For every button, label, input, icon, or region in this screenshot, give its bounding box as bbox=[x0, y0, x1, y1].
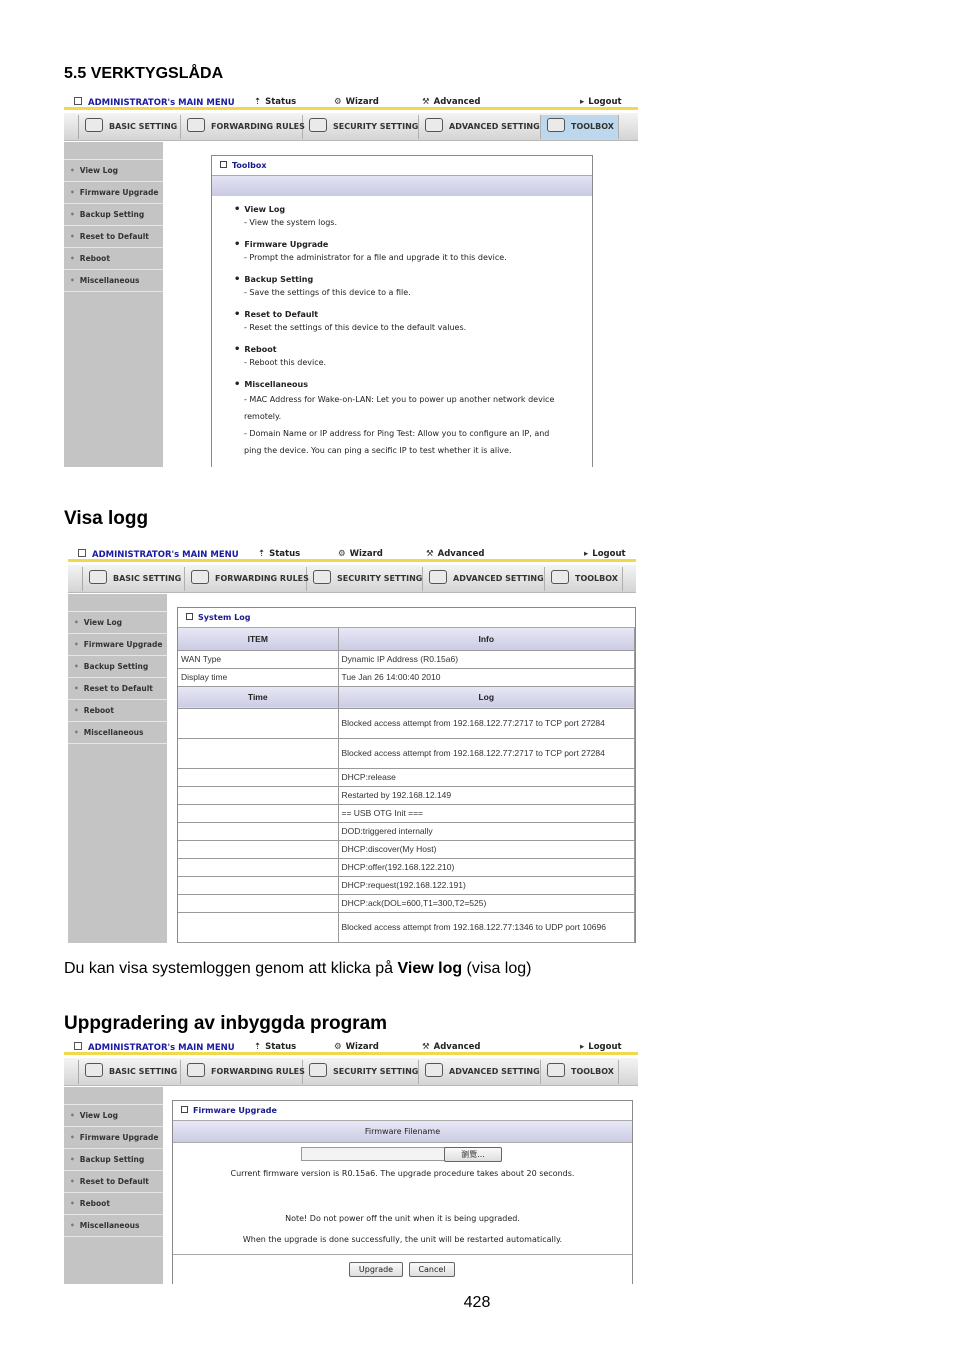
log-time-cell bbox=[178, 840, 338, 858]
bullet-icon: • bbox=[70, 254, 75, 263]
sidebar-spacer bbox=[68, 594, 167, 612]
column-header: Time bbox=[178, 686, 338, 708]
bullet-icon: • bbox=[70, 276, 75, 285]
log-row bbox=[178, 894, 635, 912]
page-number: 428 bbox=[463, 1294, 491, 1311]
tab-toolbox[interactable] bbox=[545, 567, 623, 591]
log-time-cell bbox=[178, 804, 338, 822]
bullet-icon: • bbox=[74, 640, 79, 649]
sidebar-item-label: Reboot bbox=[79, 254, 110, 263]
log-time-cell bbox=[178, 768, 338, 786]
advanced-link[interactable] bbox=[422, 1042, 481, 1052]
sidebar-item-reset-to-default[interactable] bbox=[64, 226, 163, 248]
sidebar-item-view-log[interactable] bbox=[64, 1105, 163, 1127]
tab-label: FORWARDING RULES bbox=[211, 122, 305, 131]
log-row bbox=[178, 840, 635, 858]
basic-setting-icon bbox=[85, 1063, 103, 1077]
sidebar bbox=[64, 142, 163, 467]
toolbox-item-name: • Backup Setting bbox=[234, 273, 592, 286]
advanced-setting-icon bbox=[429, 570, 447, 584]
tab-label: BASIC SETTING bbox=[113, 574, 182, 583]
log-row bbox=[178, 912, 635, 942]
column-header: ITEM bbox=[178, 628, 338, 650]
tab-label: SECURITY SETTING bbox=[333, 1067, 419, 1076]
basic-setting-icon bbox=[85, 118, 103, 132]
tab-security-setting[interactable] bbox=[307, 567, 423, 591]
tab-forwarding-rules[interactable] bbox=[181, 115, 303, 139]
sidebar-item-label: Firmware Upgrade bbox=[79, 1133, 159, 1142]
upgrade-button[interactable]: Upgrade bbox=[349, 1262, 403, 1277]
tab-label: ADVANCED SETTING bbox=[449, 1067, 540, 1076]
sidebar-item-label: Backup Setting bbox=[83, 662, 149, 671]
sidebar-item-label: Reset to Default bbox=[79, 232, 149, 241]
firmware-upgrade-screenshot bbox=[64, 1041, 638, 1284]
view-log-heading: Visa logg bbox=[64, 508, 149, 529]
table-cell: Tue Jan 26 14:00:40 2010 bbox=[338, 668, 635, 686]
toolbox-item-desc: - MAC Address for Wake-on-LAN: Let you to power up another network device remotely. bbox=[244, 395, 555, 421]
wizard-icon: ⚙ bbox=[334, 1042, 342, 1052]
bullet-icon: • bbox=[74, 728, 79, 737]
toolbox-icon bbox=[547, 1063, 565, 1077]
log-entry-cell: Blocked access attempt from 192.168.122.77:2717 to TCP port 27284 bbox=[338, 708, 635, 738]
sidebar-item-reboot[interactable] bbox=[68, 700, 167, 722]
security-setting-icon bbox=[313, 570, 331, 584]
sidebar-item-label: Backup Setting bbox=[79, 1155, 145, 1164]
bullet-icon: • bbox=[74, 706, 79, 715]
logout-arrow-icon: ▸ bbox=[580, 1042, 585, 1052]
advanced-link[interactable] bbox=[426, 549, 485, 559]
status-label: Status bbox=[265, 1042, 297, 1052]
sidebar-item-label: Reset to Default bbox=[79, 1177, 149, 1186]
firmware-restart-text: When the upgrade is done successfully, the unit will be restarted automatically. bbox=[242, 1235, 563, 1244]
advanced-icon: ⚒ bbox=[422, 1042, 430, 1052]
log-time-cell bbox=[178, 822, 338, 840]
bullet-icon: • bbox=[70, 1177, 75, 1186]
status-icon: ⇡ bbox=[254, 1042, 262, 1052]
log-entry-cell: == USB OTG Init === bbox=[338, 804, 635, 822]
log-entry-cell: DHCP:ack(DOL=600,T1=300,T2=525) bbox=[338, 894, 635, 912]
tab-label: SECURITY SETTING bbox=[337, 574, 423, 583]
tab-advanced-setting[interactable] bbox=[419, 115, 541, 139]
wizard-icon: ⚙ bbox=[338, 549, 346, 559]
log-time-cell bbox=[178, 738, 338, 768]
status-icon: ⇡ bbox=[258, 549, 266, 559]
sidebar bbox=[64, 1087, 163, 1284]
bullet-icon: • bbox=[70, 1133, 75, 1142]
tab-label: SECURITY SETTING bbox=[333, 122, 419, 131]
log-row bbox=[178, 876, 635, 894]
tab-basic-setting[interactable] bbox=[79, 1060, 181, 1084]
tab-toolbox[interactable] bbox=[541, 115, 619, 139]
firmware-note-text: Note! Do not power off the unit when it is being upgraded. bbox=[285, 1214, 520, 1223]
bullet-icon: • bbox=[70, 1111, 75, 1120]
system-log-table bbox=[178, 628, 635, 943]
status-icon: ⇡ bbox=[254, 97, 262, 107]
sidebar-item-miscellaneous[interactable] bbox=[64, 1215, 163, 1237]
tab-advanced-setting[interactable] bbox=[423, 567, 545, 591]
top-menu-bar bbox=[64, 96, 638, 110]
paragraph-text: Du kan visa systemloggen genom att klicka på bbox=[64, 960, 398, 977]
log-row bbox=[178, 738, 635, 768]
log-time-cell bbox=[178, 912, 338, 942]
sidebar bbox=[68, 594, 167, 943]
log-row bbox=[178, 804, 635, 822]
advanced-icon: ⚒ bbox=[422, 97, 430, 107]
log-entry-cell: DHCP:request(192.168.122.191) bbox=[338, 876, 635, 894]
log-time-cell bbox=[178, 894, 338, 912]
toolbox-item-desc: - Prompt the administrator for a file and upgrade it to this device. bbox=[244, 253, 507, 262]
system-log-screenshot bbox=[68, 548, 636, 943]
sidebar-item-label: Reboot bbox=[83, 706, 114, 715]
logout-link[interactable] bbox=[584, 549, 626, 559]
status-label: Status bbox=[269, 549, 301, 559]
sidebar-item-label: Miscellaneous bbox=[79, 1221, 140, 1230]
toolbox-icon bbox=[547, 118, 565, 132]
logout-link[interactable] bbox=[580, 97, 622, 107]
toolbox-list bbox=[212, 196, 592, 459]
cancel-button[interactable]: Cancel bbox=[409, 1262, 455, 1277]
logout-arrow-icon: ▸ bbox=[584, 549, 589, 559]
log-row bbox=[178, 858, 635, 876]
log-time-cell bbox=[178, 876, 338, 894]
bullet-icon: • bbox=[70, 188, 75, 197]
toolbox-item-name: • Reboot bbox=[234, 343, 592, 356]
sidebar-item-label: Firmware Upgrade bbox=[83, 640, 163, 649]
admin-main-menu-link[interactable]: ADMINISTRATOR's MAIN MENU bbox=[78, 549, 239, 560]
advanced-icon: ⚒ bbox=[426, 549, 434, 559]
firmware-file-input[interactable] bbox=[301, 1147, 459, 1161]
log-entry-cell: DOD:triggered internally bbox=[338, 822, 635, 840]
sidebar-item-backup-setting[interactable] bbox=[68, 656, 167, 678]
tab-bar bbox=[64, 113, 638, 141]
sidebar-spacer bbox=[64, 142, 163, 160]
tab-forwarding-rules[interactable] bbox=[185, 567, 307, 591]
panel-header-band bbox=[212, 176, 592, 196]
sidebar-item-label: Reset to Default bbox=[83, 684, 153, 693]
firmware-upgrade-panel bbox=[172, 1100, 633, 1284]
toolbox-item-name: • View Log bbox=[234, 203, 592, 216]
panel-title: System Log bbox=[178, 608, 635, 628]
panel-title: Firmware Upgrade bbox=[173, 1101, 632, 1121]
tab-label: FORWARDING RULES bbox=[215, 574, 309, 583]
forwarding-rules-icon bbox=[187, 118, 205, 132]
sidebar-item-firmware-upgrade[interactable] bbox=[64, 182, 163, 204]
sidebar-item-firmware-upgrade[interactable] bbox=[64, 1127, 163, 1149]
panel-title: Toolbox bbox=[212, 156, 592, 176]
sidebar-item-view-log[interactable] bbox=[64, 160, 163, 182]
toolbox-item-desc: - View the system logs. bbox=[244, 218, 337, 227]
table-header-row bbox=[178, 628, 635, 650]
bullet-icon: • bbox=[74, 684, 79, 693]
sidebar-item-backup-setting[interactable] bbox=[64, 204, 163, 226]
tab-advanced-setting[interactable] bbox=[419, 1060, 541, 1084]
sidebar-item-miscellaneous[interactable] bbox=[68, 722, 167, 744]
paragraph-text: (visa log) bbox=[462, 960, 532, 977]
toolbox-item-desc: - Domain Name or IP address for Ping Test: Allow you to configure an IP, and ping the device. You can ping a secific IP to test whether it is alive. bbox=[244, 429, 550, 455]
bullet-icon: • bbox=[70, 1221, 75, 1230]
sidebar-item-reboot[interactable] bbox=[64, 248, 163, 270]
tab-label: BASIC SETTING bbox=[109, 1067, 178, 1076]
toolbox-panel bbox=[211, 155, 593, 467]
log-entry-cell: Restarted by 192.168.12.149 bbox=[338, 786, 635, 804]
tab-label: FORWARDING RULES bbox=[211, 1067, 305, 1076]
admin-main-menu-link[interactable]: ADMINISTRATOR's MAIN MENU bbox=[74, 97, 235, 108]
sidebar-item-view-log[interactable] bbox=[68, 612, 167, 634]
table-row bbox=[178, 650, 635, 668]
tab-label: ADVANCED SETTING bbox=[449, 122, 540, 131]
table-header-row bbox=[178, 686, 635, 708]
tab-basic-setting[interactable] bbox=[83, 567, 185, 591]
paragraph-bold-text: View log bbox=[397, 960, 463, 977]
log-time-cell bbox=[178, 708, 338, 738]
toolbox-item-name: • Miscellaneous bbox=[234, 378, 592, 391]
security-setting-icon bbox=[309, 1063, 327, 1077]
advanced-link[interactable] bbox=[422, 97, 481, 107]
basic-setting-icon bbox=[89, 570, 107, 584]
logout-label: Logout bbox=[588, 1042, 622, 1052]
tab-label: TOOLBOX bbox=[571, 122, 614, 131]
advanced-setting-icon bbox=[425, 118, 443, 132]
tab-forwarding-rules[interactable] bbox=[181, 1060, 303, 1084]
forwarding-rules-icon bbox=[191, 570, 209, 584]
status-link[interactable] bbox=[258, 549, 300, 559]
logout-arrow-icon: ▸ bbox=[580, 97, 585, 107]
wizard-link[interactable] bbox=[338, 549, 383, 559]
status-link[interactable] bbox=[254, 1042, 296, 1052]
top-menu-bar bbox=[68, 548, 636, 562]
security-setting-icon bbox=[309, 118, 327, 132]
sidebar-spacer bbox=[64, 1087, 163, 1105]
column-header: Info bbox=[338, 628, 635, 650]
firmware-heading: Uppgradering av inbyggda program bbox=[64, 1013, 388, 1034]
tab-security-setting[interactable] bbox=[303, 1060, 419, 1084]
bullet-icon: • bbox=[70, 210, 75, 219]
forwarding-rules-icon bbox=[187, 1063, 205, 1077]
advanced-setting-icon bbox=[425, 1063, 443, 1077]
log-entry-cell: DHCP:release bbox=[338, 768, 635, 786]
log-row bbox=[178, 822, 635, 840]
toolbox-screenshot bbox=[64, 96, 638, 467]
sidebar-item-backup-setting[interactable] bbox=[64, 1149, 163, 1171]
wizard-icon: ⚙ bbox=[334, 97, 342, 107]
sidebar-item-label: Miscellaneous bbox=[83, 728, 144, 737]
firmware-filename-label: Firmware Filename bbox=[173, 1121, 632, 1143]
bullet-icon: • bbox=[70, 166, 75, 175]
top-menu-bar bbox=[64, 1041, 638, 1055]
tab-bar bbox=[64, 1058, 638, 1086]
tab-bar bbox=[68, 565, 636, 593]
sidebar-item-label: Miscellaneous bbox=[79, 276, 140, 285]
table-cell: Dynamic IP Address (R0.15a6) bbox=[338, 650, 635, 668]
view-log-paragraph bbox=[64, 960, 531, 978]
sidebar-item-label: Reboot bbox=[79, 1199, 110, 1208]
log-entry-cell: DHCP:offer(192.168.122.210) bbox=[338, 858, 635, 876]
sidebar-item-label: View Log bbox=[79, 1111, 118, 1120]
log-entry-cell: Blocked access attempt from 192.168.122.77:1346 to UDP port 10696 bbox=[338, 912, 635, 942]
logout-link[interactable] bbox=[580, 1042, 622, 1052]
logout-label: Logout bbox=[588, 97, 622, 107]
firmware-version-text: Current firmware version is R0.15a6. The upgrade procedure takes about 20 seconds. bbox=[230, 1169, 575, 1178]
admin-main-menu-link[interactable]: ADMINISTRATOR's MAIN MENU bbox=[74, 1042, 235, 1053]
tab-label: TOOLBOX bbox=[575, 574, 618, 583]
divider bbox=[173, 1254, 632, 1255]
toolbox-item-desc: - Save the settings of this device to a file. bbox=[244, 288, 411, 297]
toolbox-icon bbox=[551, 570, 569, 584]
wizard-link[interactable] bbox=[334, 1042, 379, 1052]
sidebar-item-label: Backup Setting bbox=[79, 210, 145, 219]
sidebar-item-label: Firmware Upgrade bbox=[79, 188, 159, 197]
sidebar-item-reboot[interactable] bbox=[64, 1193, 163, 1215]
log-entry-cell: Blocked access attempt from 192.168.122.77:2717 to TCP port 27284 bbox=[338, 738, 635, 768]
tab-security-setting[interactable] bbox=[303, 115, 419, 139]
log-row bbox=[178, 786, 635, 804]
status-label: Status bbox=[265, 97, 297, 107]
tab-label: BASIC SETTING bbox=[109, 122, 178, 131]
column-header: Log bbox=[338, 686, 635, 708]
wizard-label: Wizard bbox=[345, 1042, 379, 1052]
toolbox-item-name: • Firmware Upgrade bbox=[234, 238, 592, 251]
log-row bbox=[178, 708, 635, 738]
table-cell: WAN Type bbox=[178, 650, 338, 668]
tab-toolbox[interactable] bbox=[541, 1060, 619, 1084]
log-time-cell bbox=[178, 858, 338, 876]
sidebar-item-miscellaneous[interactable] bbox=[64, 270, 163, 292]
advanced-label: Advanced bbox=[433, 97, 481, 107]
tab-label: TOOLBOX bbox=[571, 1067, 614, 1076]
sidebar-item-label: View Log bbox=[83, 618, 122, 627]
tab-label: ADVANCED SETTING bbox=[453, 574, 544, 583]
table-cell: Display time bbox=[178, 668, 338, 686]
advanced-label: Advanced bbox=[433, 1042, 481, 1052]
sidebar-item-label: View Log bbox=[79, 166, 118, 175]
wizard-label: Wizard bbox=[349, 549, 383, 559]
system-log-panel bbox=[177, 607, 636, 943]
sidebar-item-reset-to-default[interactable] bbox=[68, 678, 167, 700]
sidebar-item-reset-to-default[interactable] bbox=[64, 1171, 163, 1193]
browse-button[interactable]: 瀏覽... bbox=[444, 1147, 502, 1162]
wizard-label: Wizard bbox=[345, 97, 379, 107]
table-row bbox=[178, 668, 635, 686]
logout-label: Logout bbox=[592, 549, 626, 559]
tab-basic-setting[interactable] bbox=[79, 115, 181, 139]
log-row bbox=[178, 768, 635, 786]
bullet-icon: • bbox=[74, 662, 79, 671]
log-entry-cell: DHCP:discover(My Host) bbox=[338, 840, 635, 858]
section-heading: 5.5 VERKTYGSLÅDA bbox=[64, 65, 224, 82]
status-link[interactable] bbox=[254, 97, 296, 107]
log-time-cell bbox=[178, 786, 338, 804]
advanced-label: Advanced bbox=[437, 549, 485, 559]
toolbox-item-desc: - Reboot this device. bbox=[244, 358, 327, 367]
wizard-link[interactable] bbox=[334, 97, 379, 107]
toolbox-item-desc: - Reset the settings of this device to the default values. bbox=[244, 323, 467, 332]
bullet-icon: • bbox=[70, 232, 75, 241]
bullet-icon: • bbox=[70, 1155, 75, 1164]
toolbox-item-name: • Reset to Default bbox=[234, 308, 592, 321]
bullet-icon: • bbox=[74, 618, 79, 627]
bullet-icon: • bbox=[70, 1199, 75, 1208]
sidebar-item-firmware-upgrade[interactable] bbox=[68, 634, 167, 656]
